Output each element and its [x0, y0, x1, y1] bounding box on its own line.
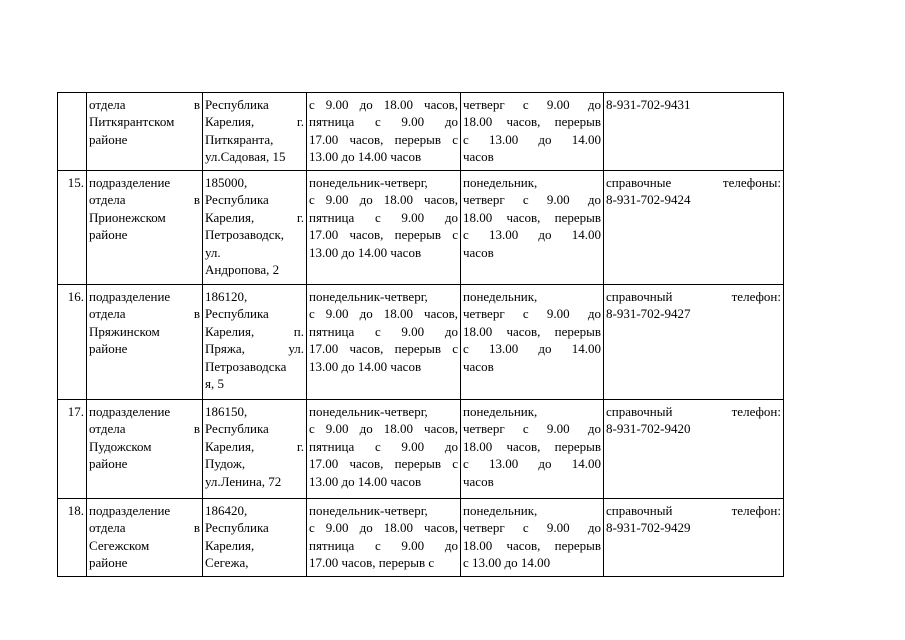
- cell-line: отдела в: [89, 306, 200, 322]
- row-number: 17.: [58, 400, 87, 499]
- table-row: [58, 499, 784, 577]
- phone-numbers: [604, 171, 784, 285]
- cell-line: 186120,: [205, 289, 248, 304]
- cell-line: с 13.00 до 14.00: [463, 341, 601, 357]
- cell-line: четверг с 9.00 до: [463, 306, 601, 322]
- cell-line: понедельник,: [463, 175, 538, 190]
- cell-line: часов: [463, 149, 494, 165]
- working-hours: [307, 93, 461, 171]
- cell-line: ул.: [205, 244, 221, 260]
- cell-line: 8-931-702-9420: [606, 421, 691, 437]
- cell-line: справочный телефон:: [606, 404, 781, 419]
- cell-line: справочные телефоны:: [606, 175, 781, 190]
- cell-line: 17.00 часов, перерыв с: [309, 555, 435, 571]
- cell-line: 8-931-702-9431: [606, 97, 691, 112]
- cell-line: пятница с 9.00 до: [309, 114, 458, 130]
- phone-numbers: [604, 285, 784, 400]
- cell-line: Карелия, п.: [205, 323, 304, 339]
- cell-line: Сегежском: [89, 537, 150, 553]
- cell-line: Республика: [205, 306, 269, 322]
- office-address: [203, 400, 307, 499]
- phone-numbers: [604, 400, 784, 499]
- cell-line: отдела в: [89, 421, 200, 437]
- working-hours: [307, 400, 461, 499]
- cell-line: Карелия, г.: [205, 114, 304, 130]
- cell-line: пятница с 9.00 до: [309, 438, 458, 454]
- cell-line: четверг с 9.00 до: [463, 421, 601, 437]
- table-row: [58, 171, 784, 285]
- cell-line: Республика: [205, 192, 269, 208]
- cell-line: пятница с 9.00 до: [309, 209, 458, 225]
- cell-line: понедельник,: [463, 404, 538, 419]
- cell-line: с 9.00 до 18.00 часов,: [309, 192, 458, 208]
- cell-line: 17.00 часов, перерыв с: [309, 456, 458, 472]
- row-number: 15.: [58, 171, 87, 285]
- cell-line: районе: [89, 227, 128, 243]
- working-hours: [307, 285, 461, 400]
- cell-line: пятница с 9.00 до: [309, 537, 458, 553]
- working-hours: [307, 171, 461, 285]
- cell-line: Андропова, 2: [205, 262, 280, 278]
- working-hours: [307, 499, 461, 577]
- cell-line: с 9.00 до 18.00 часов,: [309, 520, 458, 536]
- cell-line: часов: [463, 358, 494, 374]
- office-name: [87, 93, 203, 171]
- office-name: [87, 499, 203, 577]
- cell-line: понедельник-четверг,: [309, 503, 428, 518]
- cell-line: 8-931-702-9427: [606, 306, 691, 322]
- office-name: [87, 285, 203, 400]
- table-row: [58, 285, 784, 400]
- cell-line: я, 5: [205, 376, 224, 392]
- cell-line: районе: [89, 555, 128, 571]
- cell-line: ул.Ленина, 72: [205, 473, 282, 489]
- reception-hours: [461, 93, 604, 171]
- cell-line: Петрозаводска: [205, 358, 287, 374]
- cell-line: с 13.00 до 14.00: [463, 131, 601, 147]
- cell-line: ул.Садовая, 15: [205, 149, 286, 165]
- cell-line: отдела в: [89, 97, 200, 112]
- cell-line: 186150,: [205, 404, 248, 419]
- cell-line: Пудожском: [89, 438, 152, 454]
- table-row: [58, 400, 784, 499]
- cell-line: понедельник-четверг,: [309, 404, 428, 419]
- row-number: 18.: [58, 499, 87, 577]
- cell-line: 18.00 часов, перерыв: [463, 209, 601, 225]
- cell-line: 18.00 часов, перерыв: [463, 537, 601, 553]
- cell-line: 185000,: [205, 175, 248, 190]
- cell-line: районе: [89, 456, 128, 472]
- cell-line: понедельник,: [463, 503, 538, 518]
- cell-line: справочный телефон:: [606, 503, 781, 518]
- cell-line: понедельник-четверг,: [309, 175, 428, 190]
- cell-line: Карелия,: [205, 537, 255, 553]
- cell-line: отдела в: [89, 192, 200, 208]
- cell-line: Карелия, г.: [205, 209, 304, 225]
- cell-line: четверг с 9.00 до: [463, 520, 601, 536]
- cell-line: Пудож,: [205, 456, 246, 472]
- cell-line: с 13.00 до 14.00: [463, 227, 601, 243]
- cell-line: часов: [463, 473, 494, 489]
- cell-line: Сегежа,: [205, 555, 249, 571]
- cell-line: понедельник-четверг,: [309, 289, 428, 304]
- cell-line: 8-931-702-9424: [606, 192, 691, 208]
- table-row: [58, 93, 784, 171]
- cell-line: подразделение: [89, 503, 171, 518]
- cell-line: Республика: [205, 97, 269, 112]
- reception-hours: [461, 171, 604, 285]
- row-number: [58, 93, 87, 171]
- cell-line: справочный телефон:: [606, 289, 781, 304]
- phone-numbers: [604, 93, 784, 171]
- cell-line: 13.00 до 14.00 часов: [309, 473, 422, 489]
- reception-hours: [461, 400, 604, 499]
- cell-line: с 13.00 до 14.00: [463, 555, 551, 571]
- office-name: [87, 400, 203, 499]
- cell-line: Питкярантском: [89, 114, 175, 130]
- cell-line: 18.00 часов, перерыв: [463, 114, 601, 130]
- reception-hours: [461, 285, 604, 400]
- office-name: [87, 171, 203, 285]
- cell-line: понедельник,: [463, 289, 538, 304]
- cell-line: Пряжинском: [89, 323, 160, 339]
- cell-line: Республика: [205, 520, 269, 536]
- cell-line: подразделение: [89, 289, 171, 304]
- cell-line: 17.00 часов, перерыв с: [309, 131, 458, 147]
- cell-line: четверг с 9.00 до: [463, 192, 601, 208]
- cell-line: Питкяранта,: [205, 131, 274, 147]
- cell-line: Республика: [205, 421, 269, 437]
- cell-line: с 9.00 до 18.00 часов,: [309, 421, 458, 437]
- office-address: [203, 171, 307, 285]
- cell-line: районе: [89, 341, 128, 357]
- cell-line: 18.00 часов, перерыв: [463, 323, 601, 339]
- cell-line: 18.00 часов, перерыв: [463, 438, 601, 454]
- phone-numbers: [604, 499, 784, 577]
- cell-line: Пряжа, ул.: [205, 341, 304, 357]
- cell-line: часов: [463, 244, 494, 260]
- cell-line: с 9.00 до 18.00 часов,: [309, 306, 458, 322]
- cell-line: Прионежском: [89, 209, 166, 225]
- cell-line: Карелия, г.: [205, 438, 304, 454]
- cell-line: 186420,: [205, 503, 248, 518]
- row-number: 16.: [58, 285, 87, 400]
- cell-line: районе: [89, 131, 128, 147]
- cell-line: отдела в: [89, 520, 200, 536]
- cell-line: подразделение: [89, 175, 171, 190]
- table-body: [58, 93, 784, 577]
- cell-line: Петрозаводск,: [205, 227, 285, 243]
- cell-line: 13.00 до 14.00 часов: [309, 358, 422, 374]
- reception-hours: [461, 499, 604, 577]
- cell-line: с 9.00 до 18.00 часов,: [309, 97, 458, 112]
- cell-line: 17.00 часов, перерыв с: [309, 227, 458, 243]
- cell-line: 13.00 до 14.00 часов: [309, 244, 422, 260]
- cell-line: с 13.00 до 14.00: [463, 456, 601, 472]
- office-address: [203, 93, 307, 171]
- offices-table: [57, 92, 784, 577]
- office-address: [203, 285, 307, 400]
- cell-line: 13.00 до 14.00 часов: [309, 149, 422, 165]
- cell-line: 8-931-702-9429: [606, 520, 691, 536]
- office-address: [203, 499, 307, 577]
- cell-line: 17.00 часов, перерыв с: [309, 341, 458, 357]
- cell-line: четверг с 9.00 до: [463, 97, 601, 112]
- cell-line: пятница с 9.00 до: [309, 323, 458, 339]
- cell-line: подразделение: [89, 404, 171, 419]
